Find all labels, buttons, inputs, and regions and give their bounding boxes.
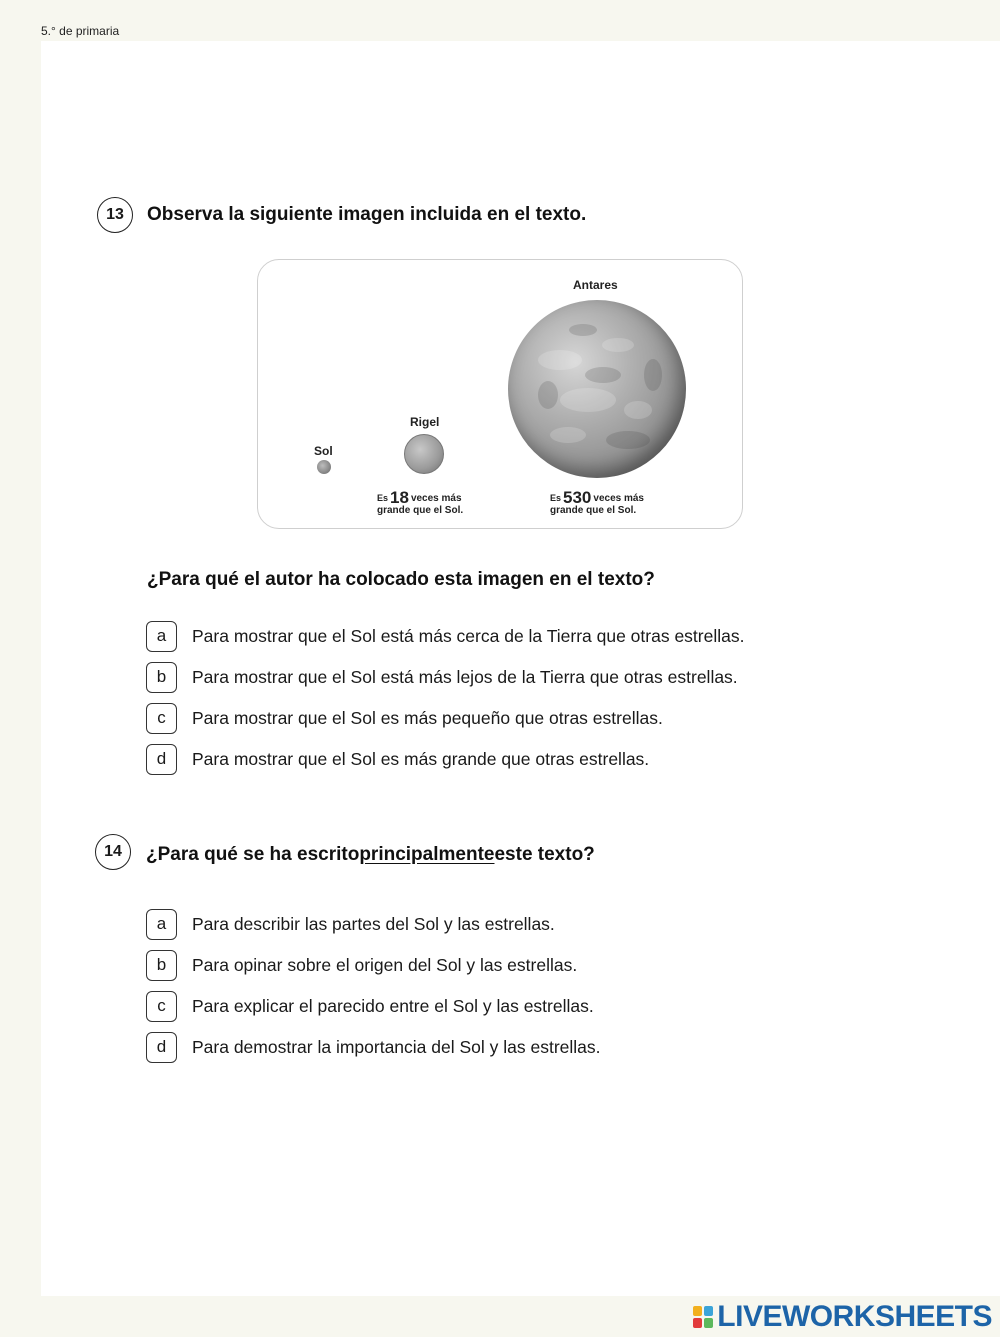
brand-name: LIVEWORKSHEETS xyxy=(717,1300,992,1333)
rigel-caption-value: 18 xyxy=(390,488,409,507)
option-letter-box[interactable]: d xyxy=(146,744,177,775)
option-letter-box[interactable]: a xyxy=(146,621,177,652)
grade-label: 5.° de primaria xyxy=(41,24,120,38)
prompt-part: ¿Para qué se ha escrito xyxy=(146,844,360,865)
rigel-caption-es: Es xyxy=(377,493,389,503)
antares-image xyxy=(508,300,686,478)
q14-option-b[interactable] xyxy=(146,949,577,981)
option-letter-box[interactable]: b xyxy=(146,662,177,693)
question-13-number: 13 xyxy=(97,197,133,233)
option-text: Para demostrar la importancia del Sol y las estrellas. xyxy=(192,1036,601,1057)
question-13-question: ¿Para qué el autor ha colocado esta imagen en el texto? xyxy=(147,569,655,590)
q13-option-a[interactable] xyxy=(146,620,744,652)
star-size-figure xyxy=(257,259,743,529)
rigel-label: Rigel xyxy=(410,415,440,429)
prompt-emphasis: principalmente xyxy=(359,844,495,865)
option-letter-box[interactable]: a xyxy=(146,909,177,940)
antares-caption-rest: veces más xyxy=(593,493,644,504)
rigel-caption xyxy=(377,488,464,517)
q13-option-c[interactable] xyxy=(146,702,663,734)
option-text: Para mostrar que el Sol es más grande que otras estrellas. xyxy=(192,748,650,769)
option-letter-box[interactable]: d xyxy=(146,1032,177,1063)
option-letter-box[interactable]: b xyxy=(146,950,177,981)
q14-option-c[interactable] xyxy=(146,990,594,1022)
option-text: Para mostrar que el Sol es más pequeño que otras estrellas. xyxy=(192,707,663,728)
rigel-caption-rest: veces más xyxy=(410,493,462,504)
option-text: Para explicar el parecido entre el Sol y las estrellas. xyxy=(192,995,594,1016)
liveworksheets-logo-icon xyxy=(692,1305,714,1329)
option-letter-box[interactable]: c xyxy=(146,991,177,1022)
q13-option-b[interactable] xyxy=(146,661,738,693)
q14-option-a[interactable] xyxy=(146,908,555,940)
sun-image xyxy=(317,460,331,474)
q13-option-d[interactable] xyxy=(146,743,649,775)
option-text: Para describir las partes del Sol y las estrellas. xyxy=(192,913,555,934)
question-14-number: 14 xyxy=(95,834,131,870)
option-text: Para mostrar que el Sol está más lejos de la Tierra que otras estrellas. xyxy=(192,666,738,687)
option-text: Para mostrar que el Sol está más cerca de la Tierra que otras estrellas. xyxy=(192,625,745,646)
question-13-prompt: Observa la siguiente imagen incluida en el texto. xyxy=(147,204,587,225)
antares-caption-line2: grande que el Sol. xyxy=(550,505,637,516)
antares-label: Antares xyxy=(573,278,618,292)
antares-caption xyxy=(550,488,644,517)
q14-option-d[interactable] xyxy=(146,1031,601,1063)
rigel-image xyxy=(404,434,444,474)
liveworksheets-logo xyxy=(692,1300,992,1334)
rigel-caption-line2: grande que el Sol. xyxy=(377,505,464,516)
option-letter-box[interactable]: c xyxy=(146,703,177,734)
question-14-prompt xyxy=(146,844,595,866)
option-text: Para opinar sobre el origen del Sol y las estrellas. xyxy=(192,954,578,975)
sun-label: Sol xyxy=(314,444,333,458)
prompt-part: este texto? xyxy=(494,844,595,865)
antares-caption-es: Es xyxy=(550,493,562,503)
antares-caption-value: 530 xyxy=(563,488,592,507)
